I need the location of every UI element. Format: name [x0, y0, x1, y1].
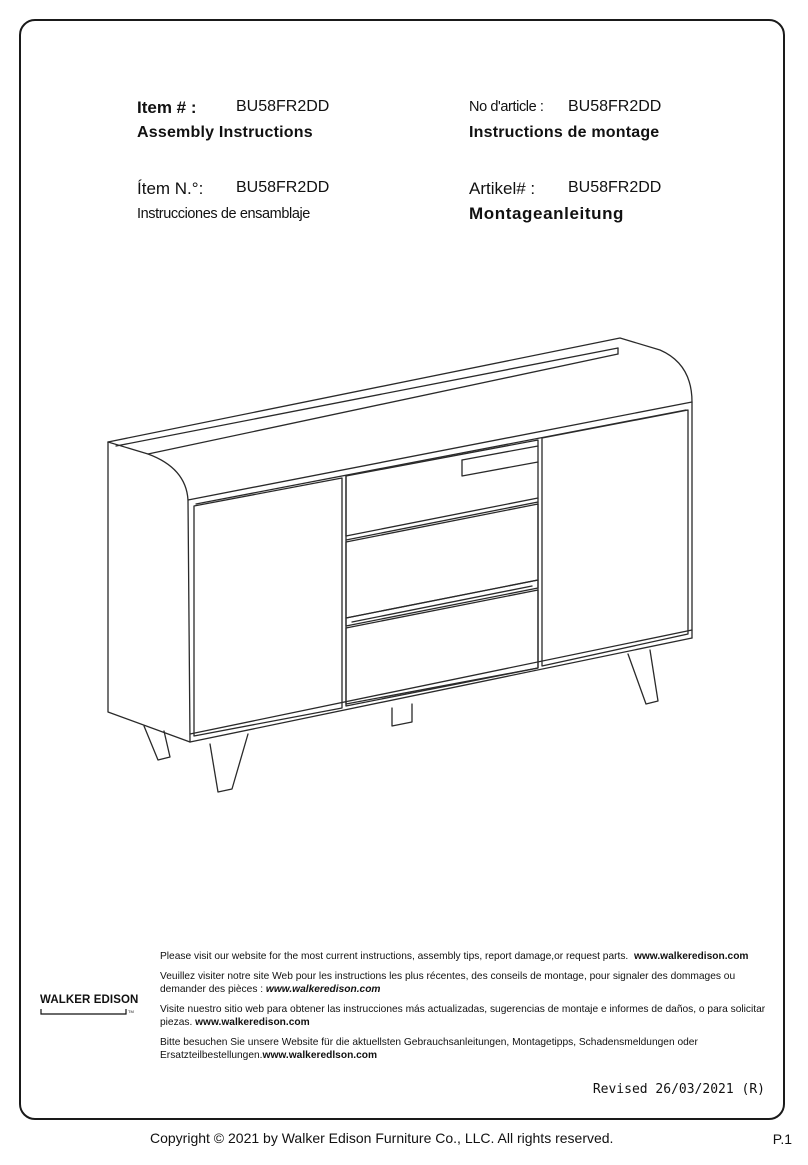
note-en-url[interactable]: www.walkeredison.com	[633, 951, 749, 962]
note-es-url[interactable]: www.walkeredison.com	[195, 1017, 310, 1028]
middle-section	[346, 440, 538, 704]
item-code-en: BU58FR2DD	[236, 98, 330, 115]
copyright: Copyright © 2021 by Walker Edison Furniture Co., LLC. All rights reserved.	[150, 1130, 614, 1146]
item-label-fr: No d'article :	[469, 99, 544, 115]
item-label-es: Ítem N.°:	[137, 179, 204, 198]
subtitle-es: Instrucciones de ensamblaje	[137, 206, 310, 222]
note-es	[160, 1003, 766, 1029]
note-de-text: Bitte besuchen Sie unsere Website für die aktuellsten Gebrauchsanleitungen, Montagetipps, Schadensmeldungen oder Ersatzteilbestellungen.	[160, 1037, 698, 1061]
leg-front-right	[628, 650, 658, 704]
item-label-de: Artikel# :	[469, 179, 536, 198]
subtitle-fr: Instructions de montage	[469, 124, 660, 141]
top-right-edge	[108, 338, 692, 638]
logo-text: WALKER EDISON	[40, 994, 139, 1006]
note-de	[160, 1036, 766, 1062]
right-door	[542, 410, 688, 666]
item-code-de: BU58FR2DD	[568, 179, 662, 196]
note-fr	[160, 970, 766, 996]
note-en	[160, 950, 766, 963]
revision-date: Revised 26/03/2021 (R)	[592, 1082, 765, 1097]
leg-middle	[392, 704, 412, 726]
website-notes	[160, 950, 766, 1069]
note-de-url[interactable]: www.walkeredlson.com	[262, 1050, 378, 1061]
note-fr-text: Veuillez visiter notre site Web pour les instructions les plus récentes, des conseils de montage, pour signaler des dommages ou demander des pièces :	[160, 971, 736, 995]
left-door	[194, 478, 342, 736]
walker-edison-logo	[40, 994, 140, 1018]
note-fr-url[interactable]: www.walkeredison.com	[265, 984, 381, 995]
left-side	[108, 442, 190, 742]
logo-underline-icon	[40, 1008, 140, 1018]
item-label-en: Item # :	[137, 98, 197, 117]
note-es-text: Visite nuestro sitio web para obtener las instrucciones más actualizadas, sugerencias de montaje e informes de daños, o para solicitar piezas.	[160, 1004, 766, 1028]
item-code-es: BU58FR2DD	[236, 179, 330, 196]
note-en-text: Please visit our website for the most current instructions, assembly tips, report damage,or request parts.	[160, 951, 629, 962]
page-number: P.1	[772, 1131, 792, 1147]
leg-back-left	[144, 726, 170, 760]
item-code-fr: BU58FR2DD	[568, 98, 662, 115]
sideboard-illustration	[100, 330, 710, 800]
subtitle-de: Montageanleitung	[469, 204, 625, 223]
logo-tm: TM	[128, 1009, 134, 1014]
subtitle-en: Assembly Instructions	[137, 124, 313, 141]
left-rounded-end	[108, 442, 190, 742]
leg-front-left	[210, 734, 248, 792]
